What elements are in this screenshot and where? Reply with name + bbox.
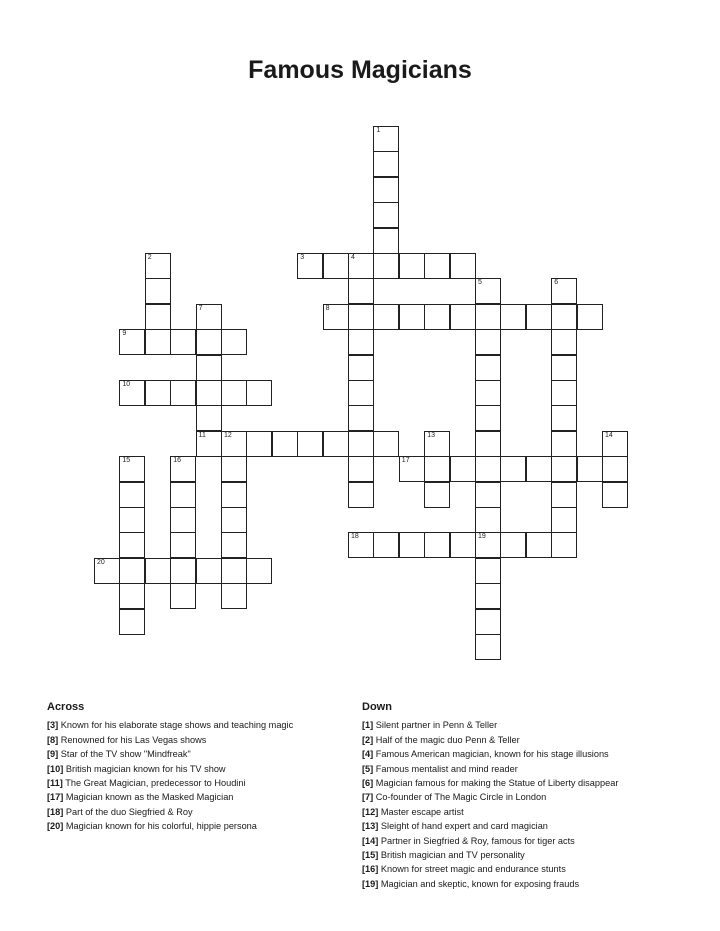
grid-cell[interactable] bbox=[373, 431, 399, 457]
grid-cell[interactable] bbox=[221, 380, 247, 406]
clue-text: The Great Magician, predecessor to Houdini bbox=[65, 778, 246, 789]
grid-cell[interactable] bbox=[196, 431, 222, 457]
grid-cell[interactable] bbox=[526, 456, 552, 482]
grid-cell[interactable] bbox=[297, 253, 323, 279]
clue-item bbox=[362, 877, 630, 891]
clue-number: [1] bbox=[362, 720, 374, 731]
grid-cell[interactable] bbox=[221, 558, 247, 584]
clue-number: 4 bbox=[351, 254, 355, 261]
clue-text: Part of the duo Siegfried & Roy bbox=[65, 806, 193, 817]
grid-cell[interactable] bbox=[500, 532, 526, 558]
clue-number: 12 bbox=[224, 431, 232, 439]
clue-number: 10 bbox=[122, 381, 131, 388]
grid-cell[interactable] bbox=[119, 558, 145, 584]
grid-cell[interactable] bbox=[196, 558, 222, 584]
grid-cell[interactable] bbox=[399, 456, 425, 482]
grid-cell[interactable] bbox=[475, 278, 501, 304]
clue-text: Magician known as the Masked Magician bbox=[65, 792, 234, 803]
grid-cell[interactable] bbox=[94, 558, 120, 584]
grid-cell[interactable] bbox=[246, 380, 272, 406]
clue-item bbox=[362, 819, 630, 833]
grid-cell[interactable] bbox=[119, 532, 145, 558]
grid-cell[interactable] bbox=[424, 304, 450, 330]
grid-cell[interactable] bbox=[551, 329, 577, 355]
clue-number: [19] bbox=[362, 878, 379, 889]
grid-cell[interactable] bbox=[424, 456, 450, 482]
grid-cell[interactable] bbox=[424, 431, 450, 457]
clue-number: [3] bbox=[47, 720, 59, 731]
grid-cell[interactable] bbox=[170, 380, 196, 406]
grid-cell[interactable] bbox=[475, 609, 501, 635]
grid-cell[interactable] bbox=[500, 456, 526, 482]
grid-cell[interactable] bbox=[373, 202, 399, 228]
clue-text: British magician and TV personality bbox=[380, 850, 525, 861]
clue-text: Sleight of hand expert and card magician bbox=[380, 821, 548, 832]
grid-cell[interactable] bbox=[196, 355, 222, 381]
clue-number: [4] bbox=[362, 749, 374, 760]
grid-cell[interactable] bbox=[551, 278, 577, 304]
grid-cell[interactable] bbox=[424, 532, 450, 558]
clue-number: 1 bbox=[376, 127, 381, 134]
clue-text: Magician and skeptic, known for exposing frauds bbox=[380, 878, 580, 889]
grid-cell[interactable] bbox=[348, 532, 374, 558]
grid-cell[interactable] bbox=[348, 304, 374, 330]
grid-cell[interactable] bbox=[526, 304, 552, 330]
across-clue-list bbox=[47, 718, 352, 833]
across-clues bbox=[47, 700, 352, 834]
grid-cell[interactable] bbox=[119, 329, 145, 355]
clue-number: [8] bbox=[47, 734, 59, 745]
clue-item bbox=[362, 776, 630, 790]
grid-cell[interactable] bbox=[551, 456, 577, 482]
grid-cell[interactable] bbox=[119, 380, 145, 406]
clue-item bbox=[362, 733, 630, 747]
grid-cell[interactable] bbox=[399, 304, 425, 330]
grid-cell[interactable] bbox=[323, 304, 349, 330]
grid-cell[interactable] bbox=[551, 431, 577, 457]
grid-cell[interactable] bbox=[246, 431, 272, 457]
clue-number: 7 bbox=[198, 304, 203, 312]
grid-cell[interactable] bbox=[119, 456, 145, 482]
puzzle-title: Famous Magicians bbox=[248, 56, 472, 84]
grid-cell[interactable] bbox=[170, 532, 196, 558]
grid-cell[interactable] bbox=[196, 304, 222, 330]
grid-cell[interactable] bbox=[170, 507, 196, 533]
grid-cell[interactable] bbox=[348, 253, 374, 279]
clue-item bbox=[362, 747, 630, 761]
grid-cell[interactable] bbox=[373, 228, 399, 254]
clue-item bbox=[362, 762, 630, 776]
down-heading: Down bbox=[362, 701, 392, 713]
clue-number: 8 bbox=[325, 304, 330, 312]
grid-cell[interactable] bbox=[373, 126, 399, 152]
clue-number: [5] bbox=[362, 763, 374, 774]
grid-cell[interactable] bbox=[373, 253, 399, 279]
grid-cell[interactable] bbox=[170, 558, 196, 584]
grid-cell[interactable] bbox=[221, 482, 247, 508]
down-clue-list bbox=[362, 718, 630, 891]
grid-cell[interactable] bbox=[119, 482, 145, 508]
clue-number: [17] bbox=[47, 792, 64, 803]
clue-item bbox=[47, 805, 352, 819]
grid-cell[interactable] bbox=[170, 456, 196, 482]
clue-number: [12] bbox=[362, 806, 379, 817]
clue-item bbox=[47, 747, 352, 761]
grid-cell[interactable] bbox=[196, 380, 222, 406]
grid-cell[interactable] bbox=[221, 329, 247, 355]
grid-cell[interactable] bbox=[475, 456, 501, 482]
grid-cell[interactable] bbox=[373, 151, 399, 177]
grid-cell[interactable] bbox=[551, 482, 577, 508]
grid-cell[interactable] bbox=[526, 532, 552, 558]
grid-cell[interactable] bbox=[551, 405, 577, 431]
grid-cell[interactable] bbox=[297, 431, 323, 457]
clue-text: Silent partner in Penn & Teller bbox=[375, 720, 498, 731]
grid-cell[interactable] bbox=[348, 329, 374, 355]
clue-text: Magician famous for making the Statue of Liberty disappear bbox=[375, 778, 619, 789]
clue-text: Star of the TV show "Mindfreak" bbox=[60, 749, 191, 760]
clue-number: [7] bbox=[362, 792, 374, 803]
clue-text: Partner in Siegfried & Roy, famous for tiger acts bbox=[380, 835, 575, 846]
clue-number: 9 bbox=[122, 330, 127, 338]
grid-cell[interactable] bbox=[119, 583, 145, 609]
grid-cell[interactable] bbox=[348, 482, 374, 508]
grid-cell[interactable] bbox=[246, 558, 272, 584]
grid-cell[interactable] bbox=[196, 329, 222, 355]
grid-cell[interactable] bbox=[475, 431, 501, 457]
grid-cell[interactable] bbox=[145, 253, 171, 279]
grid-cell[interactable] bbox=[145, 380, 171, 406]
grid-cell[interactable] bbox=[221, 456, 247, 482]
grid-cell[interactable] bbox=[196, 405, 222, 431]
grid-cell[interactable] bbox=[577, 304, 603, 330]
clue-number: [16] bbox=[362, 864, 379, 875]
grid-cell[interactable] bbox=[577, 456, 603, 482]
clue-text: Famous mentalist and mind reader bbox=[375, 763, 518, 774]
grid-cell[interactable] bbox=[170, 329, 196, 355]
grid-cell[interactable] bbox=[450, 304, 476, 330]
clue-text: Master escape artist bbox=[380, 806, 464, 817]
clue-number: 16 bbox=[173, 457, 181, 465]
grid-cell[interactable] bbox=[373, 177, 399, 203]
clue-text: Famous American magician, known for his stage illusions bbox=[375, 749, 609, 760]
grid-cell[interactable] bbox=[424, 253, 450, 279]
grid-cell[interactable] bbox=[348, 380, 374, 406]
clue-number: 5 bbox=[478, 279, 482, 287]
grid-cell[interactable] bbox=[450, 253, 476, 279]
grid-cell[interactable] bbox=[475, 482, 501, 508]
grid-cell[interactable] bbox=[373, 532, 399, 558]
grid-cell[interactable] bbox=[170, 482, 196, 508]
clue-item bbox=[362, 848, 630, 862]
clue-text: British magician known for his TV show bbox=[65, 763, 226, 774]
clue-number: [18] bbox=[47, 806, 64, 817]
grid-cell[interactable] bbox=[221, 532, 247, 558]
grid-cell[interactable] bbox=[221, 583, 247, 609]
grid-cell[interactable] bbox=[450, 456, 476, 482]
clue-number: 20 bbox=[97, 558, 105, 566]
grid-cell[interactable] bbox=[602, 456, 628, 482]
grid-cell[interactable] bbox=[221, 507, 247, 533]
grid-cell[interactable] bbox=[348, 405, 374, 431]
clue-item bbox=[47, 718, 352, 732]
grid-cell[interactable] bbox=[475, 558, 501, 584]
clue-number: [11] bbox=[47, 778, 63, 789]
grid-cell[interactable] bbox=[348, 431, 374, 457]
clue-number: [2] bbox=[362, 734, 374, 745]
grid-cell[interactable] bbox=[323, 253, 349, 279]
clue-number: [6] bbox=[362, 778, 374, 789]
clue-number: 14 bbox=[605, 431, 613, 439]
clue-number: [20] bbox=[47, 821, 64, 832]
grid-cell[interactable] bbox=[424, 482, 450, 508]
grid-cell[interactable] bbox=[551, 304, 577, 330]
grid-cell[interactable] bbox=[475, 355, 501, 381]
grid-cell[interactable] bbox=[551, 532, 577, 558]
clue-number: [10] bbox=[47, 763, 64, 774]
clue-item bbox=[47, 790, 352, 804]
clue-item bbox=[47, 776, 352, 790]
grid-cell[interactable] bbox=[475, 507, 501, 533]
clue-number: 6 bbox=[554, 279, 559, 287]
grid-cell[interactable] bbox=[145, 329, 171, 355]
clue-number: [14] bbox=[362, 835, 379, 846]
clue-number: 18 bbox=[351, 533, 359, 541]
clue-item bbox=[362, 718, 630, 732]
grid-cell[interactable] bbox=[475, 634, 501, 660]
grid-cell[interactable] bbox=[272, 431, 298, 457]
clue-item bbox=[47, 733, 352, 747]
clue-text: Renowned for his Las Vegas shows bbox=[60, 734, 207, 745]
clue-item bbox=[362, 805, 630, 819]
grid-cell[interactable] bbox=[475, 329, 501, 355]
grid-cell[interactable] bbox=[450, 532, 476, 558]
clue-number: 15 bbox=[122, 457, 131, 465]
grid-cell[interactable] bbox=[551, 355, 577, 381]
grid-cell[interactable] bbox=[475, 304, 501, 330]
grid-cell[interactable] bbox=[399, 532, 425, 558]
grid-cell[interactable] bbox=[221, 431, 247, 457]
grid-cell[interactable] bbox=[119, 507, 145, 533]
grid-cell[interactable] bbox=[475, 380, 501, 406]
grid-cell[interactable] bbox=[373, 304, 399, 330]
grid-cell[interactable] bbox=[119, 609, 145, 635]
grid-cell[interactable] bbox=[602, 431, 628, 457]
clue-text: Known for his elaborate stage shows and teaching magic bbox=[60, 720, 294, 731]
grid-cell[interactable] bbox=[551, 507, 577, 533]
across-heading: Across bbox=[47, 701, 85, 713]
grid-cell[interactable] bbox=[399, 253, 425, 279]
clue-text: Co-founder of The Magic Circle in London bbox=[375, 792, 547, 803]
grid-cell[interactable] bbox=[475, 405, 501, 431]
clue-number: 19 bbox=[478, 533, 486, 541]
clue-number: 2 bbox=[147, 254, 152, 261]
down-clues bbox=[362, 700, 630, 891]
clue-item bbox=[47, 819, 352, 833]
grid-cell[interactable] bbox=[475, 532, 501, 558]
clue-number: 17 bbox=[401, 457, 410, 465]
grid-cell[interactable] bbox=[348, 355, 374, 381]
clue-number: [9] bbox=[47, 749, 59, 760]
grid-cell[interactable] bbox=[348, 456, 374, 482]
grid-cell[interactable] bbox=[145, 304, 171, 330]
clue-number: 13 bbox=[427, 431, 435, 439]
clue-number: [13] bbox=[362, 821, 379, 832]
clue-item bbox=[47, 762, 352, 776]
grid-cell[interactable] bbox=[145, 558, 171, 584]
clue-number: 3 bbox=[300, 254, 305, 261]
clue-text: Known for street magic and endurance stunts bbox=[380, 864, 566, 875]
grid-cell[interactable] bbox=[145, 278, 171, 304]
grid-cell[interactable] bbox=[475, 583, 501, 609]
clue-text: Half of the magic duo Penn & Teller bbox=[375, 734, 520, 745]
clue-text: Magician known for his colorful, hippie persona bbox=[65, 821, 257, 832]
clue-number: [15] bbox=[362, 850, 379, 861]
grid-cell[interactable] bbox=[500, 304, 526, 330]
grid-cell[interactable] bbox=[551, 380, 577, 406]
clue-item bbox=[362, 862, 630, 876]
clue-item bbox=[362, 834, 630, 848]
grid-cell[interactable] bbox=[170, 583, 196, 609]
grid-cell[interactable] bbox=[602, 482, 628, 508]
grid-cell[interactable] bbox=[323, 431, 349, 457]
grid-cell[interactable] bbox=[348, 278, 374, 304]
clue-item bbox=[362, 790, 630, 804]
clue-number: 11 bbox=[198, 431, 206, 439]
